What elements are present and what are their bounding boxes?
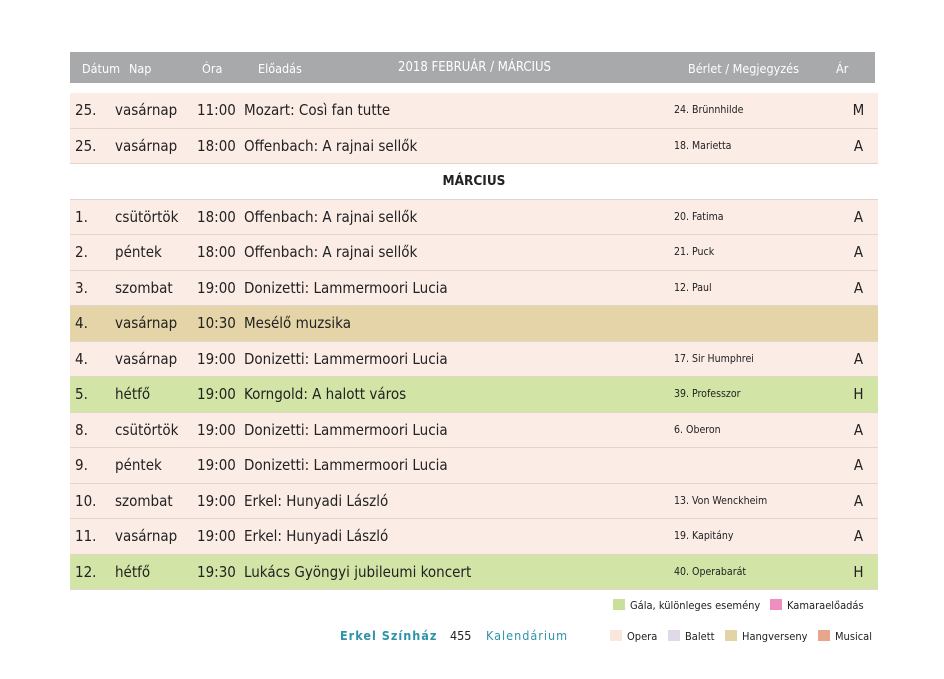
cell-date: 3. xyxy=(70,270,115,306)
cell-time: 10:30 xyxy=(197,306,244,342)
cell-time: 18:00 xyxy=(197,128,244,164)
header-title: Előadás xyxy=(258,61,302,76)
header-time: Óra xyxy=(202,61,223,76)
cell-time: 11:00 xyxy=(197,93,244,128)
month-heading-row xyxy=(70,164,878,200)
footer-venue: Erkel Színház xyxy=(340,628,438,643)
table-row xyxy=(70,93,878,128)
cell-time: 18:00 xyxy=(197,199,244,235)
cell-note: 21. Puck xyxy=(674,235,839,271)
table-row xyxy=(70,483,878,519)
cell-day: vasárnap xyxy=(115,341,197,377)
cell-date: 9. xyxy=(70,448,115,484)
cell-price: H xyxy=(839,377,878,413)
cell-note: 18. Marietta xyxy=(674,128,839,164)
cell-date: 2. xyxy=(70,235,115,271)
cell-note xyxy=(674,448,839,484)
cell-note: 17. Sir Humphrei xyxy=(674,341,839,377)
table-header xyxy=(70,52,875,83)
footer-page-number: 455 xyxy=(450,628,472,643)
table-row xyxy=(70,306,878,342)
month-heading: MÁRCIUS xyxy=(70,164,878,200)
cell-price: A xyxy=(839,483,878,519)
cell-note: 39. Professzor xyxy=(674,377,839,413)
cell-day: szombat xyxy=(115,270,197,306)
table-row xyxy=(70,128,878,164)
cell-price: H xyxy=(839,554,878,590)
cell-time: 19:00 xyxy=(197,341,244,377)
cell-day: hétfő xyxy=(115,554,197,590)
cell-date: 8. xyxy=(70,412,115,448)
cell-title: Lukács Gyöngyi jubileumi koncert xyxy=(244,554,674,590)
legend-opera xyxy=(610,630,657,643)
cell-date: 25. xyxy=(70,128,115,164)
header-date: Dátum xyxy=(82,61,121,76)
table-row xyxy=(70,235,878,271)
legend-balett-swatch xyxy=(668,630,680,641)
cell-day: vasárnap xyxy=(115,93,197,128)
header-day: Nap xyxy=(129,61,152,76)
legend-hangverseny xyxy=(725,630,807,643)
cell-note: 19. Kapitány xyxy=(674,519,839,555)
cell-note xyxy=(674,306,839,342)
table-row xyxy=(70,519,878,555)
cell-title: Offenbach: A rajnai sellők xyxy=(244,235,674,271)
table-row xyxy=(70,270,878,306)
table-row xyxy=(70,412,878,448)
schedule-table xyxy=(70,93,878,590)
table-row xyxy=(70,341,878,377)
cell-time: 19:30 xyxy=(197,554,244,590)
legend-musical-swatch xyxy=(818,630,830,641)
header-note: Bérlet / Megjegyzés xyxy=(688,61,799,76)
legend-hangverseny-label: Hangverseny xyxy=(742,630,808,643)
cell-price: A xyxy=(839,519,878,555)
cell-title: Donizetti: Lammermoori Lucia xyxy=(244,448,674,484)
cell-day: vasárnap xyxy=(115,128,197,164)
cell-title: Donizetti: Lammermoori Lucia xyxy=(244,412,674,448)
legend-hangverseny-swatch xyxy=(725,630,737,641)
cell-title: Donizetti: Lammermoori Lucia xyxy=(244,341,674,377)
cell-time: 19:00 xyxy=(197,519,244,555)
cell-note: 40. Operabarát xyxy=(674,554,839,590)
cell-day: szombat xyxy=(115,483,197,519)
cell-price: M xyxy=(839,93,878,128)
cell-day: péntek xyxy=(115,235,197,271)
cell-day: csütörtök xyxy=(115,199,197,235)
table-row xyxy=(70,554,878,590)
cell-note: 12. Paul xyxy=(674,270,839,306)
cell-time: 18:00 xyxy=(197,235,244,271)
cell-day: csütörtök xyxy=(115,412,197,448)
cell-price: A xyxy=(839,412,878,448)
legend-opera-swatch xyxy=(610,630,622,641)
cell-note: 13. Von Wenckheim xyxy=(674,483,839,519)
cell-price: A xyxy=(839,235,878,271)
legend-kamara xyxy=(770,599,864,612)
cell-title: Erkel: Hunyadi László xyxy=(244,483,674,519)
cell-date: 25. xyxy=(70,93,115,128)
table-row xyxy=(70,448,878,484)
cell-time: 19:00 xyxy=(197,448,244,484)
legend-kamara-swatch xyxy=(770,599,782,610)
cell-date: 10. xyxy=(70,483,115,519)
legend-musical xyxy=(818,630,872,643)
cell-title: Offenbach: A rajnai sellők xyxy=(244,128,674,164)
cell-note: 20. Fatima xyxy=(674,199,839,235)
cell-price: A xyxy=(839,128,878,164)
cell-date: 4. xyxy=(70,306,115,342)
cell-price: A xyxy=(839,341,878,377)
cell-date: 1. xyxy=(70,199,115,235)
cell-date: 11. xyxy=(70,519,115,555)
legend-gala-swatch xyxy=(613,599,625,610)
cell-title: Donizetti: Lammermoori Lucia xyxy=(244,270,674,306)
cell-day: vasárnap xyxy=(115,306,197,342)
cell-price xyxy=(839,306,878,342)
legend-balett xyxy=(668,630,714,643)
cell-day: hétfő xyxy=(115,377,197,413)
legend-balett-label: Balett xyxy=(685,630,715,643)
cell-note: 24. Brünnhilde xyxy=(674,93,839,128)
table-row xyxy=(70,377,878,413)
cell-note: 6. Oberon xyxy=(674,412,839,448)
page-title: 2018 FEBRUÁR / MÁRCIUS xyxy=(398,60,551,75)
cell-day: vasárnap xyxy=(115,519,197,555)
cell-price: A xyxy=(839,448,878,484)
cell-time: 19:00 xyxy=(197,412,244,448)
legend-opera-label: Opera xyxy=(627,630,658,643)
cell-price: A xyxy=(839,270,878,306)
cell-time: 19:00 xyxy=(197,483,244,519)
cell-title: Korngold: A halott város xyxy=(244,377,674,413)
legend-gala-label: Gála, különleges esemény xyxy=(630,599,761,612)
legend-kamara-label: Kamaraelőadás xyxy=(787,599,864,612)
cell-time: 19:00 xyxy=(197,270,244,306)
cell-date: 12. xyxy=(70,554,115,590)
cell-title: Mesélő muzsika xyxy=(244,306,674,342)
cell-date: 5. xyxy=(70,377,115,413)
cell-title: Erkel: Hunyadi László xyxy=(244,519,674,555)
cell-time: 19:00 xyxy=(197,377,244,413)
cell-day: péntek xyxy=(115,448,197,484)
legend-musical-label: Musical xyxy=(835,630,872,643)
cell-title: Offenbach: A rajnai sellők xyxy=(244,199,674,235)
cell-date: 4. xyxy=(70,341,115,377)
cell-price: A xyxy=(839,199,878,235)
cell-title: Mozart: Così fan tutte xyxy=(244,93,674,128)
header-price: Ár xyxy=(836,61,849,76)
footer-section: Kalendárium xyxy=(486,628,569,643)
table-row xyxy=(70,199,878,235)
legend-gala xyxy=(613,599,760,612)
